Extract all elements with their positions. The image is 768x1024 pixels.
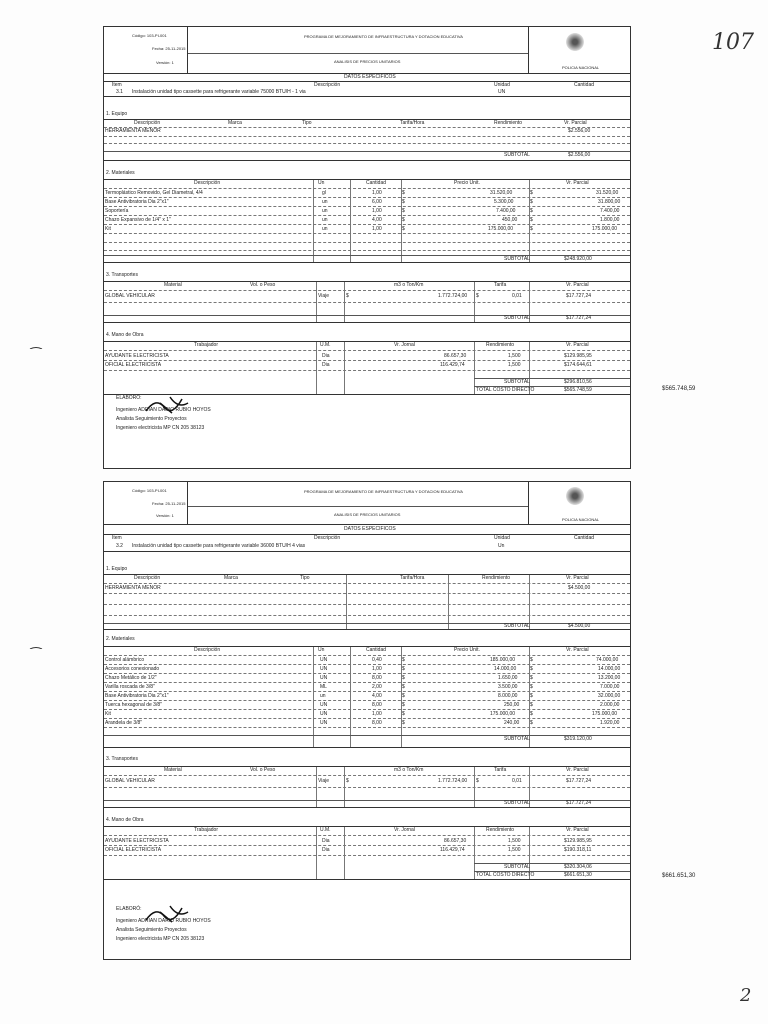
transport-table: Material Vol. o Peso m3 o Ton/Km Tarifa Vr. Parcial GLOBAL VEHICULAR Viaje $ 1.772.724,00 $ 0,01 $17.727,24 SUBTOTAL $17.727,24 (104, 766, 630, 808)
item-table: Item Descripción Unidad Cantidad 3.2 Instalación unidad tipo cassette para refrigerante variable 36000 BTU/H 4 vias Un (104, 534, 630, 552)
doc-code: Código: 103-PI-001 (132, 488, 167, 493)
transport-table: Material Vol. o Peso m3 o Ton/Km Tarifa Vr. Parcial GLOBAL VEHICULAR Viaje $ 1.772.724,00 $ 0,01 $17.727,24 SUBTOTAL $17.727,24 (104, 281, 630, 323)
national-seal-icon (566, 33, 584, 51)
signer-role: Analista Seguimiento Proyectos (116, 416, 187, 422)
labor-title: 4. Mano de Obra (106, 332, 144, 338)
margin-total-2: $661.651,30 (662, 873, 696, 879)
transport-title: 3. Transportes (106, 756, 138, 762)
sheet-header (104, 482, 630, 525)
equipment-title: 1. Equipo (106, 566, 128, 572)
entity-name: POLICIA NACIONAL (562, 65, 600, 70)
analysis-sheet-2 (103, 481, 631, 960)
analysis-sheet-1 (103, 26, 631, 469)
doc-code: Código: 103-PI-001 (132, 33, 167, 38)
org-title: PROGRAMA DE MEJORAMIENTO DE INFRAESTRUCTURA Y DOTACION EDUCATIVA (304, 34, 463, 39)
materials-table: Descripción Un Cantidad Precio Unit. Vr. Parcial Control alámbrico UN 0,40 $ 185.000,00 $ 74.000,00 Accesorios conexionado UN 1,00 $ 14.000,00 $ 14.000,00 Chazo Metálico de 1/2" UN 8,00 $ 1.650,00 $ 13.200,00 Varilla roscada de 3/8" ML 2,00 $ 3.500,00 $ 7.000,00 Base Antivibratoria Dia 2"x1" un 4,00 $ 8.000,00 $ 32.000,00 Tuerca hexagonal de 3/8" UN 8,00 $ 250,00 $ 2.000,00 Kit UN 1,00 $ 175.000,00 $ 175.000,00 Arandela de 3/8" UN 8,00 $ 240,00 $ 1.920,00 SUBTOTAL $319.120,00 (104, 646, 630, 748)
elaboro-label: ELABORÓ: (116, 395, 142, 401)
equipment-table: Descripción Marca Tipo Tarifa/Hora Rendimiento Vr. Parcial HERRAMIENTA MENOR $4.500,00 SUBTOTAL $4.500,00 (104, 574, 630, 630)
signer-license: Ingeniero electricista MP CN 205 38123 (116, 936, 205, 942)
transport-title: 3. Transportes (106, 272, 138, 278)
equipment-table: Descripción Marca Tipo Tarifa/Hora Rendimiento Vr. Parcial HERRAMIENTA MENOR $2.556,00 SUBTOTAL $2.556,00 (104, 119, 630, 161)
signer-license: Ingeniero electricista MP CN 205 38123 (116, 425, 205, 431)
doc-version: Versión: 1 (156, 513, 174, 518)
labor-table: Trabajador U.M. Vr. Jornal Rendimiento Vr. Parcial AYUDANTE ELECTRICISTA Dia 86.657,30 1,500 $129.985,95 OFICIAL ELECTRICISTA Dia 116.429,74 1,500 $190.318,11 SUBTOTAL $320.304,06 TOTAL COSTO DIRECTO $661.651,30 (104, 826, 630, 880)
labor-subtotal: $320.304,06 (564, 864, 592, 870)
margin-tick-2 (29, 646, 43, 649)
item-table: Item Descripción Unidad Cantidad 3.1 Instalación unidad tipo cassette para refrigerante variable 75000 BTU/H - 1 via UN (104, 81, 630, 97)
national-seal-icon (566, 487, 584, 505)
transport-subtotal: $17.727,24 (566, 315, 592, 321)
handwritten-mark: 2 (740, 985, 752, 1006)
margin-tick-1 (29, 346, 43, 349)
signer-name: Ingeniero ADRIAN DARIO RUBIO HOYOS (116, 407, 211, 413)
total-direct-cost: $661.651,30 (564, 872, 592, 878)
org-title: PROGRAMA DE MEJORAMIENTO DE INFRAESTRUCTURA Y DOTACION EDUCATIVA (304, 489, 463, 494)
doc-subtitle: ANALISIS DE PRECIOS UNITARIOS (334, 512, 401, 517)
item-description: Instalación unidad tipo cassette para refrigerante variable 36000 BTU/H 4 vias (132, 543, 306, 549)
doc-subtitle: ANALISIS DE PRECIOS UNITARIOS (334, 59, 401, 64)
materials-title: 2. Materiales (106, 170, 135, 176)
materials-subtotal: $248.920,00 (564, 256, 592, 262)
entity-name: POLICIA NACIONAL (562, 517, 600, 522)
equipment-title: 1. Equipo (106, 111, 128, 117)
total-direct-cost: $565.748,59 (564, 387, 592, 393)
item-description: Instalación unidad tipo cassette para refrigerante variable 75000 BTU/H - 1 via (132, 89, 306, 95)
materials-table: Descripción Un Cantidad Precio Unit. Vr. Parcial Termoplástico Removido, Gel Diametral, 4/4 gl 1,00 $ 31.520,00 $ 31.520,00 Base Antivibratoria Dia 2"x1" un 6,00 $ 5.300,00 $ 31.800,00 Soportería un 1,00 $ 7.400,00 $ 7.400,00 Chazo Expansivo de 1/4" x 1" un 4,00 $ 450,00 $ 1.800,00 Kit un 1,00 $ 175.000,00 $ 175.000,00 SUBTOTAL $248.920,00 (104, 179, 630, 263)
labor-table: Trabajador U.M. Vr. Jornal Rendimiento Vr. Parcial AYUDANTE ELECTRICISTA Dia 86.657,30 1,500 $129.985,95 OFICIAL ELECTRICISTA Dia 116.429,74 1,500 $174.644,61 SUBTOTAL $296.810,56 TOTAL COSTO DIRECTO $565.748,59 (104, 341, 630, 395)
transport-subtotal: $17.727,24 (566, 800, 592, 806)
doc-version: Versión: 1 (156, 60, 174, 65)
equipment-subtotal: $4.500,00 (568, 623, 591, 629)
section-title: DATOS ESPECIFICOS (344, 74, 396, 80)
margin-total-1: $565.748,59 (662, 386, 696, 392)
materials-subtotal: $319.120,00 (564, 736, 592, 742)
signer-name: Ingeniero ADRIAN DARIO RUBIO HOYOS (116, 918, 211, 924)
doc-date: Fecha: 25-11-2015 (152, 46, 186, 51)
signer-role: Analista Seguimiento Proyectos (116, 927, 187, 933)
section-title: DATOS ESPECIFICOS (344, 526, 396, 532)
elaboro-label: ELABORÓ: (116, 906, 142, 912)
equipment-subtotal: $2.556,00 (568, 152, 591, 158)
labor-title: 4. Mano de Obra (106, 817, 144, 823)
materials-title: 2. Materiales (106, 636, 135, 642)
doc-date: Fecha: 25-11-2015 (152, 501, 186, 506)
handwritten-page-number: 107 (712, 30, 754, 55)
labor-subtotal: $296.810,56 (564, 379, 592, 385)
sheet-header (104, 27, 630, 74)
